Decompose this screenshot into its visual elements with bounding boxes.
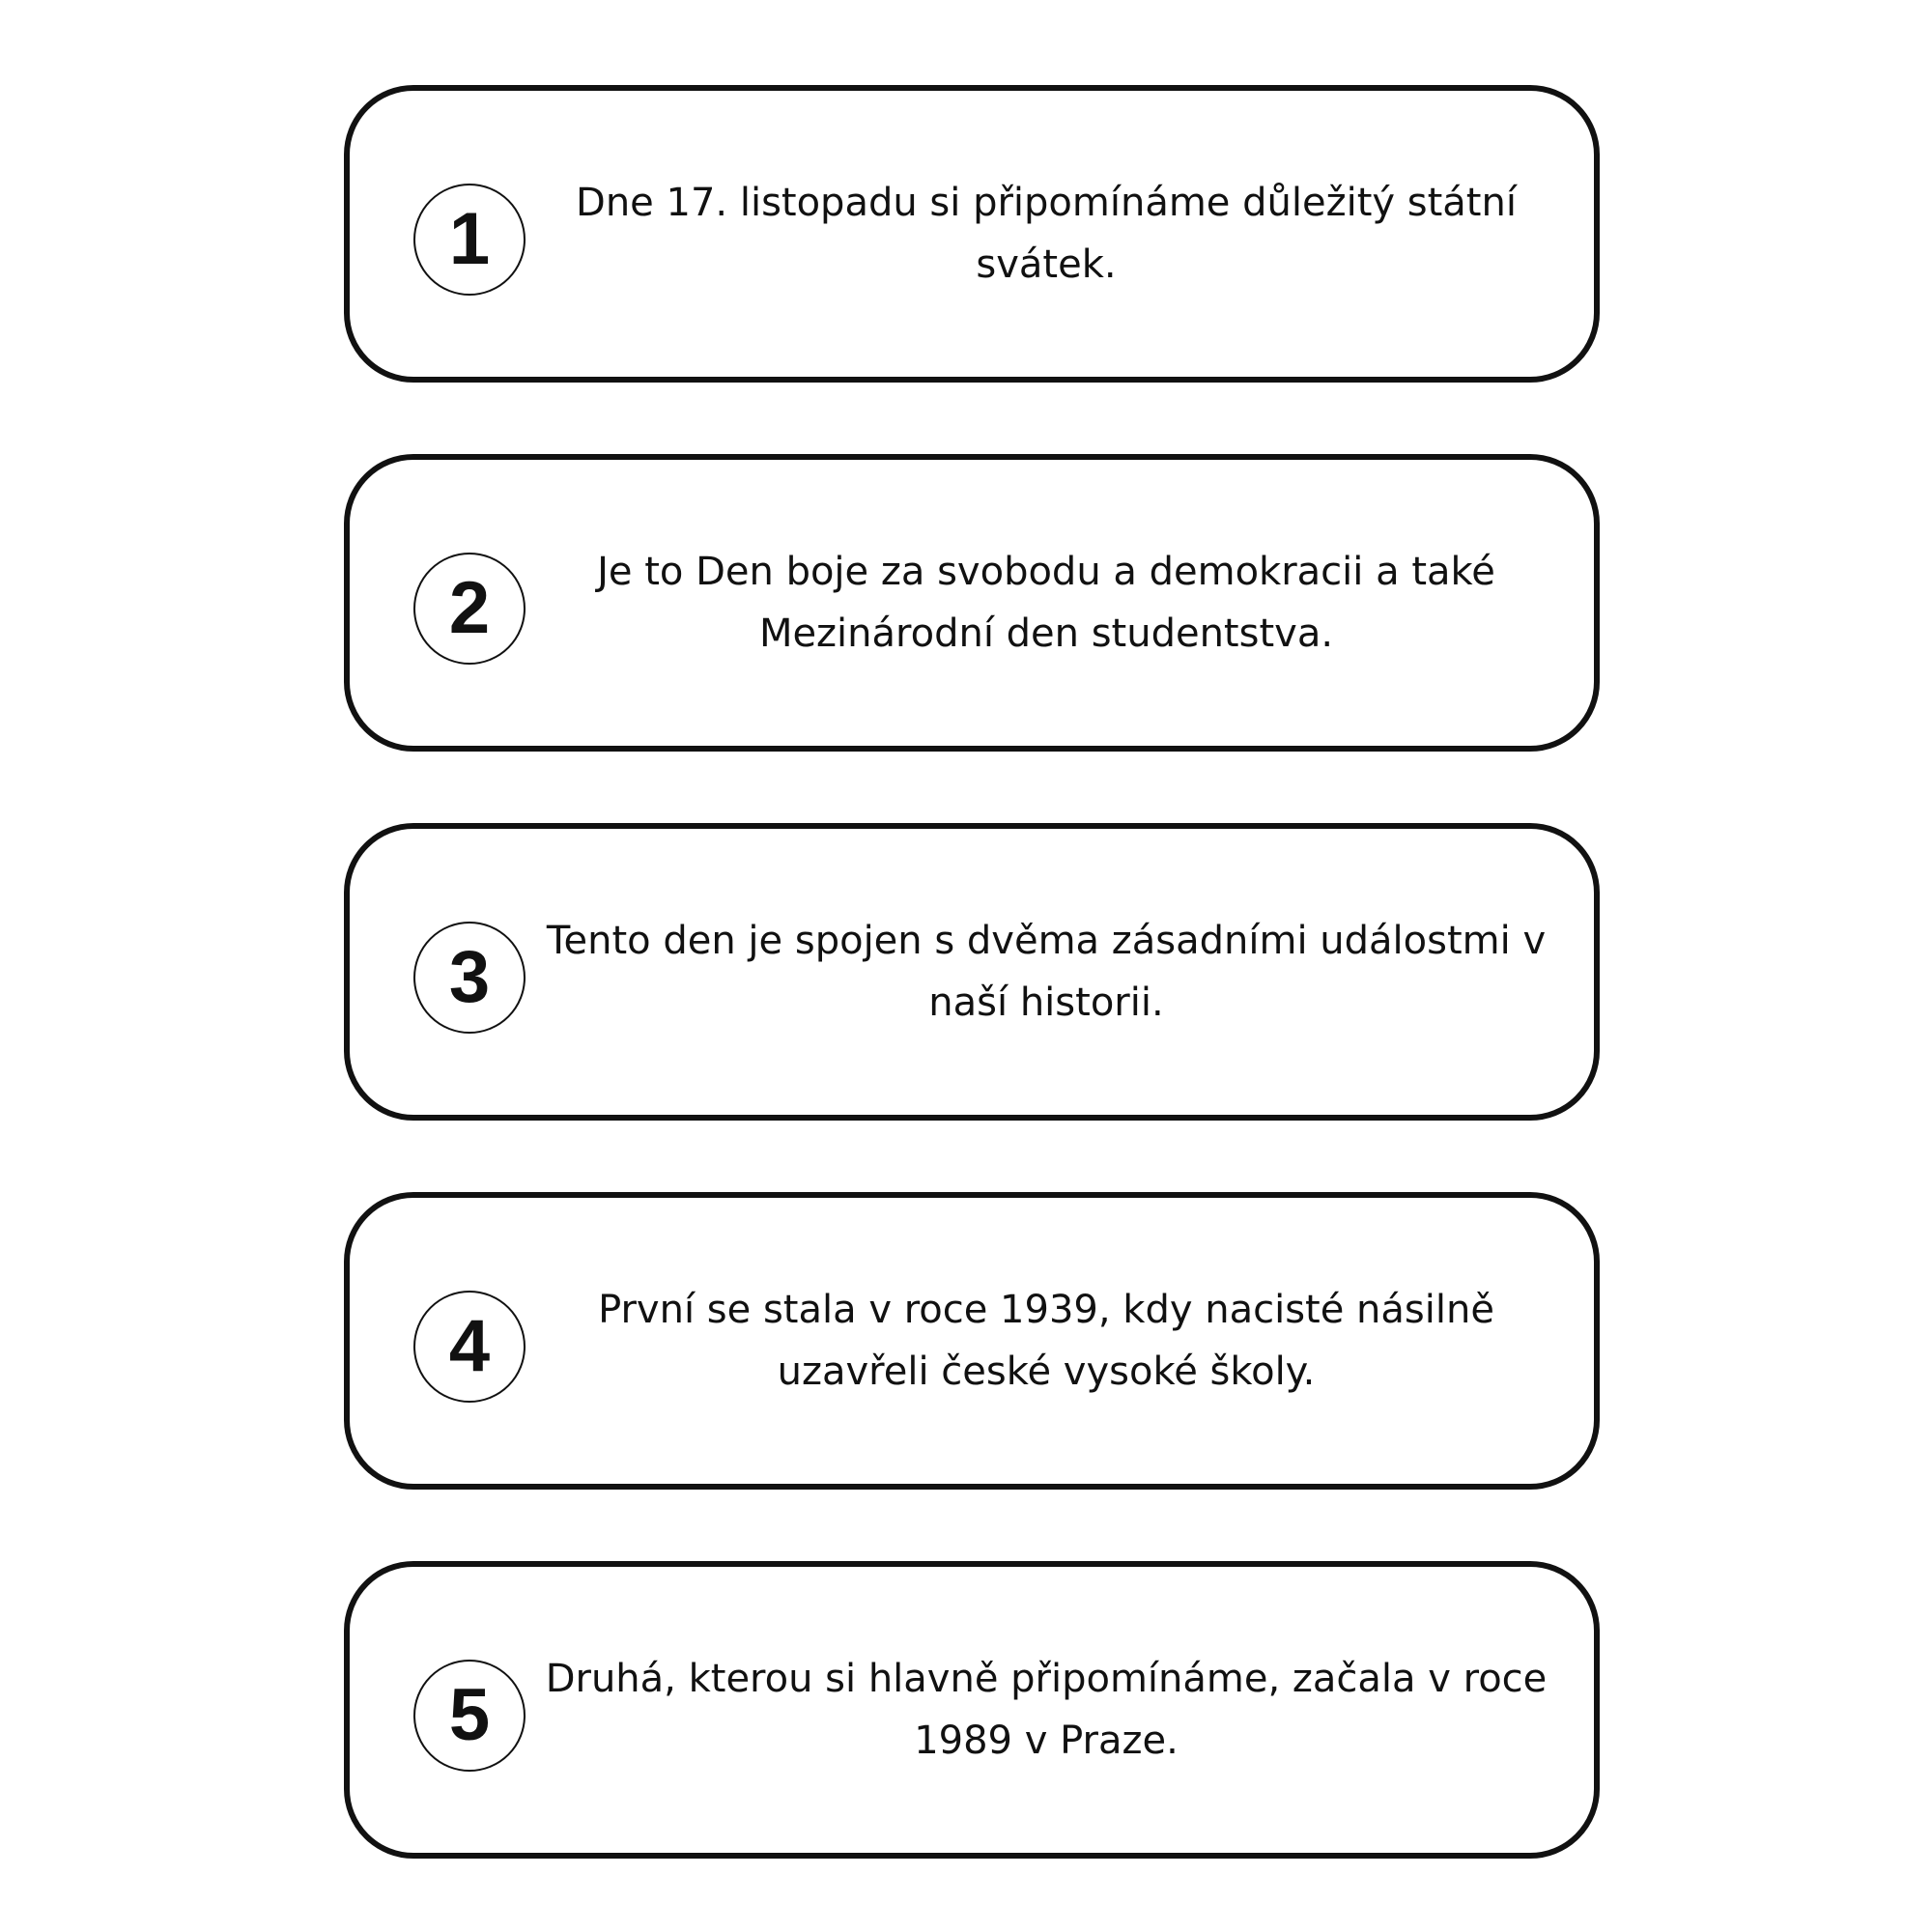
number-badge: 2 (413, 553, 526, 665)
item-card-4 (344, 1192, 1600, 1490)
number-badge: 5 (413, 1660, 526, 1772)
item-card-1 (344, 85, 1600, 383)
item-card-2 (344, 454, 1600, 752)
item-text: Je to Den boje za svobodu a demokracii a také Mezinárodní den studentstva. (597, 550, 1495, 656)
item-card-3 (344, 823, 1600, 1121)
item-text: Tento den je spojen s dvěma zásadními událostmi v naší historii. (546, 919, 1547, 1025)
item-text: Druhá, kterou si hlavně připomínáme, začala v roce 1989 v Praze. (545, 1657, 1548, 1763)
number-badge: 4 (413, 1291, 526, 1403)
number-badge: 1 (413, 184, 526, 296)
item-text: První se stala v roce 1939, kdy nacisté násilně uzavřeli české vysoké školy. (598, 1288, 1494, 1394)
item-card-5 (344, 1561, 1600, 1859)
item-text: Dne 17. listopadu si připomínáme důležitý státní svátek. (576, 181, 1517, 287)
number-badge: 3 (413, 922, 526, 1034)
